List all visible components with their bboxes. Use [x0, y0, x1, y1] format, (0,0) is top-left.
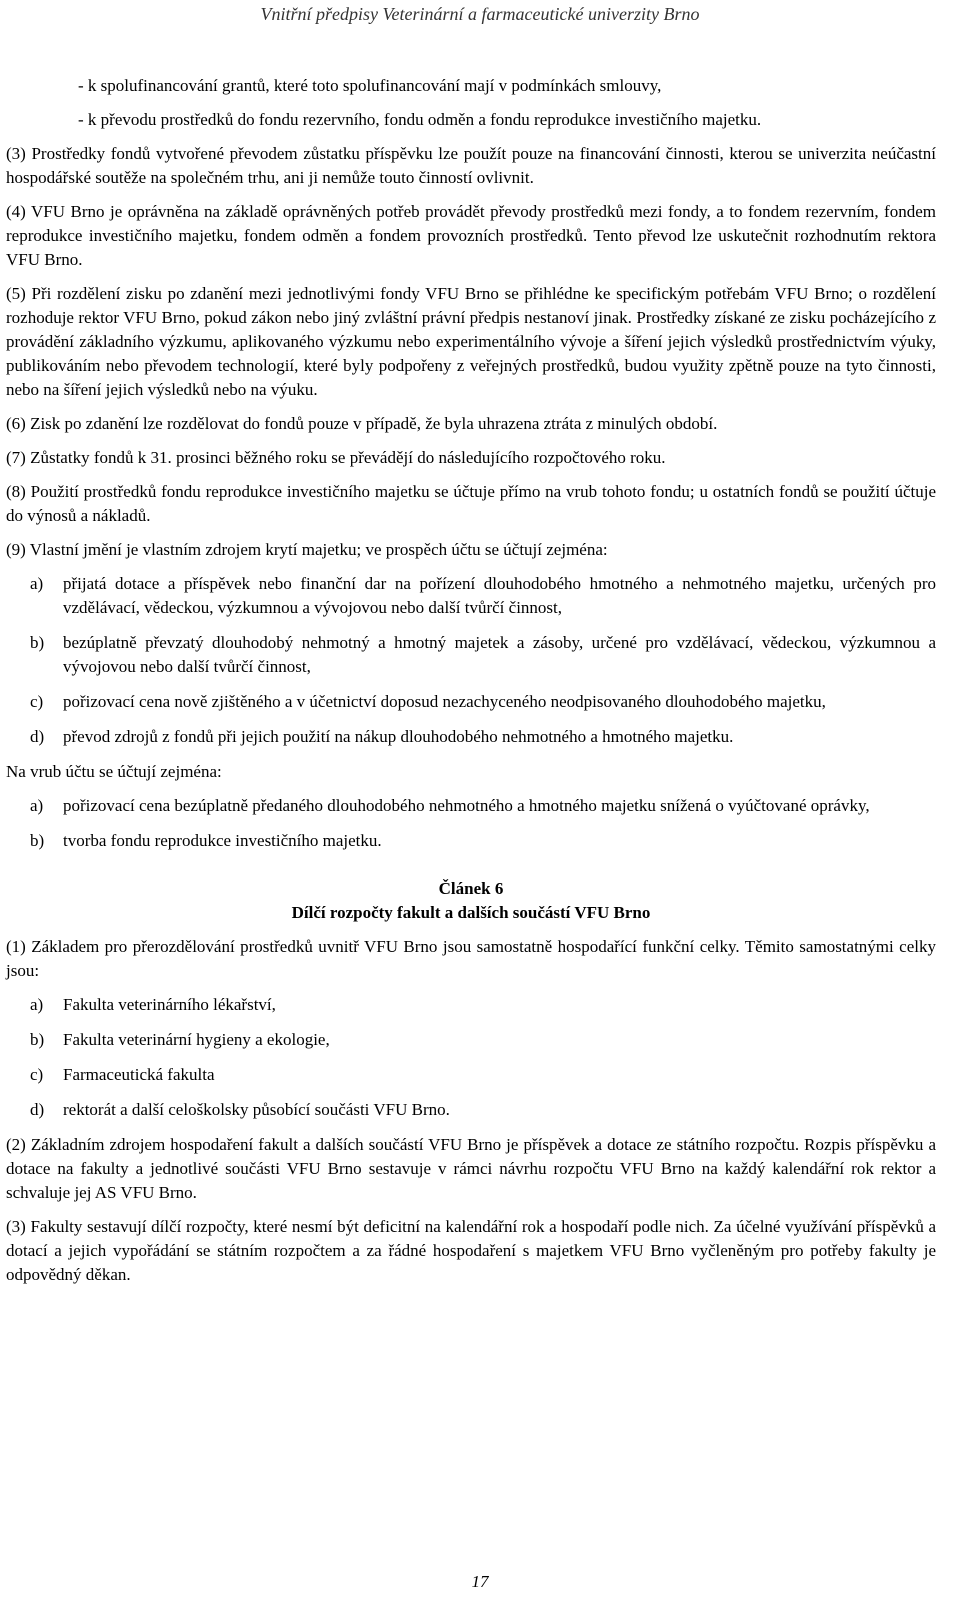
debit-intro: Na vrub účtu se účtují zejména: [6, 762, 222, 781]
list-marker: d) [30, 727, 45, 746]
list-text: bezúplatně převzatý dlouhodobý nehmotný a hmotný majetek a zásoby, určené pro vzdělávací, vědeckou, výzkumnou a vývojovou nebo další tvůrčí činnost, [63, 633, 936, 676]
article-paragraph-1: (1) Základem pro přerozdělování prostředků uvnitř VFU Brno jsou samostatně hospodařící funkční celky. Těmito samostatnými celky jsou: [6, 937, 936, 980]
list-marker: b) [30, 633, 45, 652]
list-text: Fakulta veterinární hygieny a ekologie, [63, 1030, 330, 1049]
list-item [30, 572, 936, 620]
list-item [30, 725, 936, 749]
list-text: přijatá dotace a příspěvek nebo finanční dar na pořízení dlouhodobého hmotného a nehmotného majetku, určených pro vzdělávací, vědeckou, výzkumnou a vývojovou nebo další tvůrčí činnost, [63, 574, 936, 617]
list-item [30, 631, 936, 679]
paragraph-9: (9) Vlastní jmění je vlastním zdrojem krytí majetku; ve prospěch účtu se účtují zejména: [6, 540, 608, 559]
article-number: Článek 6 [438, 879, 504, 898]
debit-list [6, 794, 936, 853]
list-text: pořizovací cena bezúplatně předaného dlouhodobého nehmotného a hmotného majetku snížená o vyúčtované oprávky, [63, 796, 870, 815]
list-marker: a) [30, 995, 44, 1014]
list-item [30, 1063, 936, 1087]
list-text: Farmaceutická fakulta [63, 1065, 215, 1084]
list-marker: c) [30, 692, 44, 711]
paragraph-8: (8) Použití prostředků fondu reprodukce investičního majetku se účtuje přímo na vrub tohoto fondu; u ostatních fondů se použití účtuje do výnosů a nákladů. [6, 482, 936, 525]
list-item [30, 794, 936, 818]
list-text: pořizovací cena nově zjištěného a v účetnictví doposud nezachyceného neodpisovaného dlouhodobého majetku, [63, 692, 826, 711]
dash-item: - k převodu prostředků do fondu rezervního, fondu odměn a fondu reprodukce investičního majetku. [78, 110, 762, 129]
list-text: tvorba fondu reprodukce investičního majetku. [63, 831, 382, 850]
list-marker: d) [30, 1100, 45, 1119]
list-text: převod zdrojů z fondů při jejich použití na nákup dlouhodobého nehmotného a hmotného majetku. [63, 727, 734, 746]
list-item [30, 829, 936, 853]
dash-item: - k spolufinancování grantů, které toto spolufinancování mají v podmínkách smlouvy, [78, 76, 662, 95]
list-marker: a) [30, 796, 44, 815]
article-heading [6, 877, 936, 925]
list-item [30, 1028, 936, 1052]
page-number: 17 [471, 1572, 489, 1591]
paragraph-5: (5) Při rozdělení zisku po zdanění mezi jednotlivými fondy VFU Brno se přihlédne ke specifickým potřebám VFU Brno; o rozdělení rozhoduje rektor VFU Brno, pokud zákon nebo jiný zvláštní právní předpis nestanoví jinak. Prostředky získané ze zisku pocházejícího z provádění základního výzkumu, aplikovaného výzkumu nebo experimentálního vývoje a šíření jejich výsledků prostřednictvím výuky, publikováním nebo převodem technologií, které byly podpořeny z veřejných prostředků, budou využity zpětně pouze na tyto činnosti, nebo na šíření jejich výsledků nebo na výuku. [6, 284, 936, 399]
list-text: rektorát a další celoškolsky působící součásti VFU Brno. [63, 1100, 450, 1119]
paragraph-3: (3) Prostředky fondů vytvořené převodem zůstatku příspěvku lze použít pouze na financování činnosti, kterou se univerzita neúčastní hospodářské soutěže na společném trhu, ani ji nemůže touto činností ovlivnit. [6, 144, 936, 187]
page-header: Vnitřní předpisy Veterinární a farmaceutické univerzity Brno [260, 4, 700, 24]
list-marker: a) [30, 574, 44, 593]
list-text: Fakulta veterinárního lékařství, [63, 995, 276, 1014]
list-marker: b) [30, 1030, 45, 1049]
list-item [30, 690, 936, 714]
credit-list [6, 572, 936, 749]
paragraph-6: (6) Zisk po zdanění lze rozdělovat do fondů pouze v případě, že byla uhrazena ztráta z minulých období. [6, 414, 718, 433]
article-paragraph-3: (3) Fakulty sestavují dílčí rozpočty, které nesmí být deficitní na kalendářní rok a hospodaří podle nich. Za účelné využívání příspěvků a dotací a jejich vypořádání se státním rozpočtem a za řádné hospodaření s majetkem VFU Brno vyčleněným pro potřeby fakulty je odpovědný děkan. [6, 1217, 936, 1284]
list-item [30, 1098, 936, 1122]
article-title: Dílčí rozpočty fakult a dalších součástí VFU Brno [291, 903, 651, 922]
paragraph-7: (7) Zůstatky fondů k 31. prosinci běžného roku se převádějí do následujícího rozpočtového roku. [6, 448, 666, 467]
paragraph-4: (4) VFU Brno je oprávněna na základě oprávněných potřeb provádět převody prostředků mezi fondy, a to fondem rezervním, fondem reprodukce investičního majetku, fondem odměn a fondem provozních prostředků. Tento převod lze uskutečnit rozhodnutím rektora VFU Brno. [6, 202, 936, 269]
list-item [30, 993, 936, 1017]
list-marker: c) [30, 1065, 44, 1084]
document-body [6, 74, 936, 1297]
article-paragraph-2: (2) Základním zdrojem hospodaření fakult a dalších součástí VFU Brno je příspěvek a dotace ze státního rozpočtu. Rozpis příspěvku a dotace na fakulty a jednotlivé součásti VFU Brno sestavuje v rámci návrhu rozpočtu VFU Brno na každý kalendářní rok rektor a schvaluje jej AS VFU Brno. [6, 1135, 936, 1202]
list-marker: b) [30, 831, 45, 850]
units-list [6, 993, 936, 1122]
